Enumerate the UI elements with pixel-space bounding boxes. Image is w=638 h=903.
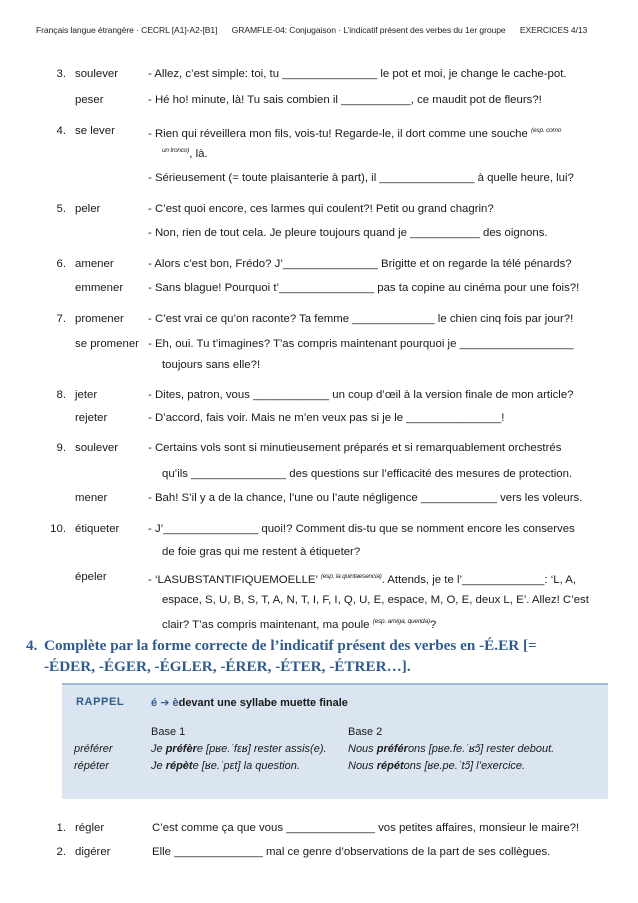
section-title-line1: Complète par la forme correcte de l’indicatif présent des verbes en -É.ER [= [44,637,537,654]
exercise-text-main: , là. [189,148,208,160]
exercise-verb: soulever [75,68,119,80]
rappel-base2-example [348,760,525,772]
example-stem: répèt [165,760,193,772]
section-title-line2: -ÉDER, -ÉGER, -ÉGLER, -ÉRER, -ÉTER, -ÉTRER…]. [44,658,411,675]
exercise-text: - D’accord, fais voir. Mais ne m’en veux pas si je le _______________! [148,412,505,424]
rappel-base1-example [151,760,300,772]
header-course: Français langue étrangère · CECRL [A1]-A2-[B1] [36,25,218,35]
exercise-text-main: clair? T’as compris maintenant, ma poule [162,619,370,631]
example-stem: préfèr [165,743,197,755]
exercise-text: qu’ils _______________ des questions sur l’efficacité des mesures de protection. [162,468,573,480]
exercise-text-main: - ‘LASUBSTANTIFIQUEMOELLE’ [148,574,318,586]
exercise-text: - Non, rien de tout cela. Je pleure toujours quand je ___________ des oignons. [148,227,548,239]
exercise-text-after-note: . Attends, je te l’_____________: ‘L, A, [381,574,577,586]
exercise-verb: se promener [75,338,139,350]
base1-heading: Base 1 [151,726,186,738]
exercise-verb: rejeter [75,412,108,424]
exercise-number: 7. [56,313,66,325]
example-stem: préfér [376,743,408,755]
exercise-text: - Allez, c’est simple: toi, tu _______________ le pot et moi, je change le cache-pot. [148,68,567,80]
translation-note: (esp. como [531,127,562,134]
example-stem: répét [376,760,404,772]
rule-e-acute: é [151,697,158,709]
example-prefix: Nous [348,760,377,772]
header-section: EXERCICES 4/13 [519,25,588,35]
exercise-text: - Hé ho! minute, là! Tu sais combien il ___________, ce maudit pot de fleurs?! [148,94,542,106]
example-suffix: ons [pʁe.fe.ˈʁɔ̃] rester debout. [407,743,555,755]
rappel-rule [151,696,348,709]
header-code: GRAMFLE-04: Conjugaison · L’indicatif présent des verbes du 1er groupe [231,25,506,35]
exercise-verb: étiqueter [75,523,120,535]
exercise-number: 10. [50,523,66,535]
exercise-verb: régler [75,822,105,834]
exercise-text: toujours sans elle?! [162,359,261,371]
exercise-text [162,143,208,162]
section-number: 4. [26,637,38,654]
base2-heading: Base 2 [348,726,383,738]
exercise-text: - Sans blague! Pourquoi t’_______________ pas ta copine au cinéma pour une fois?! [148,282,580,294]
exercise-text: - C’est vrai ce qu’on raconte? Ta femme _____________ le chien cinq fois par jour?! [148,313,574,325]
exercise-text [148,123,561,142]
exercise-verb: peler [75,203,101,215]
exercise-verb: soulever [75,442,119,454]
exercise-number: 9. [56,442,66,454]
exercise-text [148,569,576,588]
exercise-verb: digérer [75,846,111,858]
exercise-verb: amener [75,258,114,270]
exercise-text: - Alors c’est bon, Frédo? J’_______________ Brigitte et on regarde la télé pénards? [148,258,572,270]
rappel-base2-example [348,743,554,755]
exercise-text: - C’est quoi encore, ces larmes qui coulent?! Petit ou grand chagrin? [148,203,494,215]
example-prefix: Je [151,743,166,755]
exercise-verb: mener [75,492,108,504]
exercise-text: - Dites, patron, vous ____________ un coup d’œil à la version finale de mon article? [148,389,574,401]
exercise-verb: jeter [75,389,98,401]
exercise-number: 3. [56,68,66,80]
rappel-base1-example [151,743,327,755]
example-suffix: ons [ʁe.pe.ˈtɔ̃] l’exercice. [403,760,526,772]
exercise-text: - Eh, oui. Tu t’imagines? T'as compris maintenant pourquoi je __________________ [148,338,574,350]
exercise-number: 5. [56,203,66,215]
example-suffix: e [ʁe.ˈpɛt] la question. [192,760,300,772]
rappel-label: RAPPEL [76,696,125,708]
exercise-text-main: - Rien qui réveillera mon fils, vois-tu! Regarde-le, il dort comme une souche [148,128,528,140]
exercise-text: - Certains vols sont si minutieusement préparés et si remarquablement orchestrés [148,442,562,454]
exercise-text: espace, S, U, B, S, T, A, N, T, I, F, I, Q, U, E, espace, M, O, E, deux L, E’. Allez! C’est [162,594,589,606]
exercise-text: - Bah! S’il y a de la chance, l’une ou l’aute négligence ____________ vers les voleurs. [148,492,583,504]
exercise-number: 4. [56,125,66,137]
rappel-verb: préférer [74,743,113,755]
example-suffix: e [pʁe.ˈfɛʁ] rester assis(e). [196,743,327,755]
exercise-text: de foie gras qui me restent à étiqueter? [162,546,361,558]
exercise-text: - J’_______________ quoi!? Comment dis-tu que se nomment encore les conserves [148,523,575,535]
exercise-text: - Sérieusement (= toute plaisanterie à part), il _______________ à quelle heure, lui? [148,172,574,184]
example-prefix: Je [151,760,166,772]
exercise-text [162,614,436,633]
exercise-verb: se lever [75,125,115,137]
exercise-number: 1. [56,822,66,834]
rule-e-grave: è [172,697,179,709]
rappel-box [62,683,608,799]
exercise-verb: épeler [75,571,107,583]
exercise-verb: promener [75,313,124,325]
rule-text: devant une syllabe muette finale [178,697,348,709]
rappel-verb: répéter [74,760,109,772]
exercise-number: 2. [56,846,66,858]
translation-note: (esp. la quintaesencia) [320,573,382,580]
exercise-text-end: ? [429,619,437,631]
page-header [36,25,606,35]
exercise-text: Elle ______________ mal ce genre d’observations de la part de ses collègues. [152,846,551,858]
exercise-verb: peser [75,94,104,106]
exercise-verb: emmener [75,282,124,294]
exercise-text: C’est comme ça que vous ______________ vos petites affaires, monsieur le maire?! [152,822,580,834]
translation-note: un tronco) [162,147,190,154]
translation-note: (esp. amiga, querida) [372,618,430,625]
example-prefix: Nous [348,743,377,755]
exercise-number: 8. [56,389,66,401]
arrow-icon: ➔ [160,697,170,709]
exercise-number: 6. [56,258,66,270]
